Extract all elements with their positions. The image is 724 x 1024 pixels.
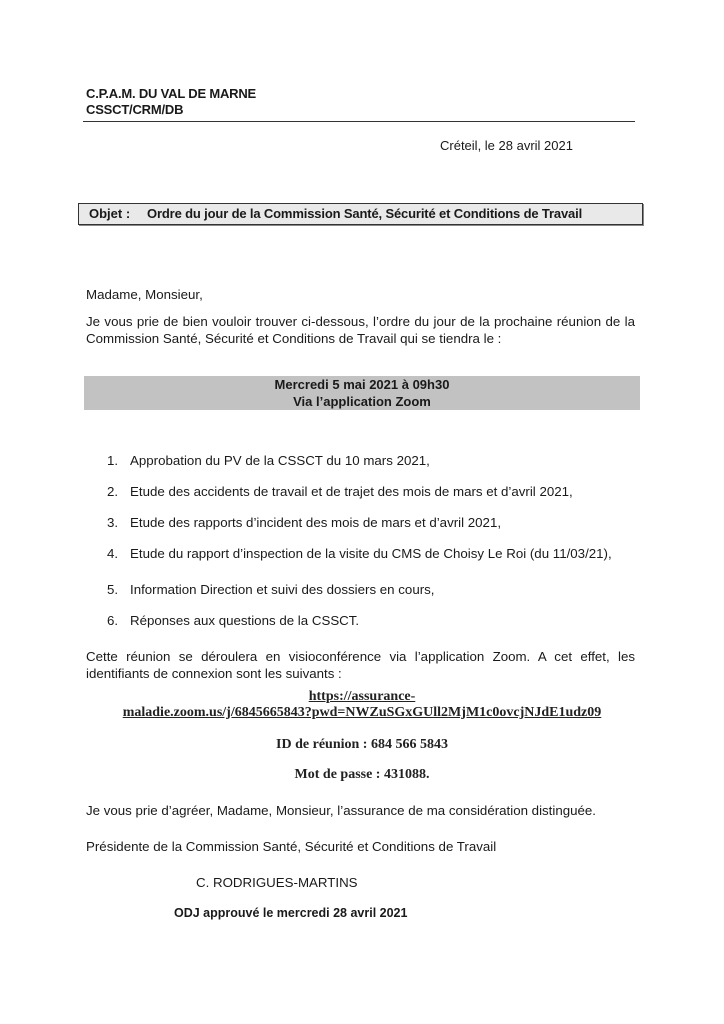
connection-intro: Cette réunion se déroulera en visioconférence via l’application Zoom. A cet effet, les identifiants de connexion sont les suivants : [86, 649, 635, 681]
agenda-item [107, 546, 612, 561]
zoom-meeting-link-continued[interactable]: maladie.zoom.us/j/6845665843?pwd=NWZuSGxGUll2MjM1c0ovcjNJdE1udz09 [122, 705, 602, 720]
subject-text: Ordre du jour de la Commission Santé, Sécurité et Conditions de Travail [147, 206, 583, 221]
zoom-meeting-link[interactable]: https://assurance- [308, 689, 416, 704]
agenda-number: 2. [107, 484, 119, 499]
agenda-item [107, 453, 430, 468]
meeting-id: ID de réunion : 684 566 5843 [276, 737, 448, 752]
meeting-passcode: Mot de passe : 431088. [294, 767, 430, 782]
agenda-text: Etude des accidents de travail et de trajet des mois de mars et d’avril 2021, [130, 484, 573, 499]
organization-name: C.P.A.M. DU VAL DE MARNE [86, 86, 256, 101]
approval-note: ODJ approuvé le mercredi 28 avril 2021 [174, 906, 408, 920]
signatory-name: C. RODRIGUES-MARTINS [196, 875, 358, 890]
agenda-number: 5. [107, 582, 119, 597]
agenda-number: 4. [107, 546, 119, 561]
meeting-location: Via l’application Zoom [293, 394, 431, 409]
agenda-number: 1. [107, 453, 119, 468]
agenda-number: 3. [107, 515, 119, 530]
agenda-number: 6. [107, 613, 119, 628]
agenda-item [107, 613, 359, 628]
intro-paragraph: Je vous prie de bien vouloir trouver ci-dessous, l’ordre du jour de la prochaine réunion de la Commission Santé, Sécurité et Conditions de Travail qui se tiendra le : [86, 314, 635, 346]
closing-formula: Je vous prie d’agréer, Madame, Monsieur, l’assurance de ma considération distinguée. [86, 803, 596, 818]
document-reference: CSSCT/CRM/DB [86, 102, 184, 117]
agenda-text: Etude des rapports d’incident des mois de mars et d’avril 2021, [130, 515, 502, 530]
agenda-text: Information Direction et suivi des dossiers en cours, [130, 582, 435, 597]
agenda-text: Etude du rapport d’inspection de la visite du CMS de Choisy Le Roi (du 11/03/21), [130, 546, 612, 561]
agenda-item [107, 515, 501, 530]
place-date: Créteil, le 28 avril 2021 [440, 138, 573, 153]
signatory-title: Présidente de la Commission Santé, Sécurité et Conditions de Travail [86, 839, 497, 854]
meeting-date-time: Mercredi 5 mai 2021 à 09h30 [274, 377, 450, 392]
header-divider [83, 121, 635, 122]
agenda-text: Approbation du PV de la CSSCT du 10 mars 2021, [130, 453, 430, 468]
agenda-item [107, 582, 435, 597]
salutation: Madame, Monsieur, [86, 287, 203, 302]
agenda-item [107, 484, 573, 499]
subject-label: Objet : [89, 206, 131, 221]
agenda-text: Réponses aux questions de la CSSCT. [130, 613, 360, 628]
